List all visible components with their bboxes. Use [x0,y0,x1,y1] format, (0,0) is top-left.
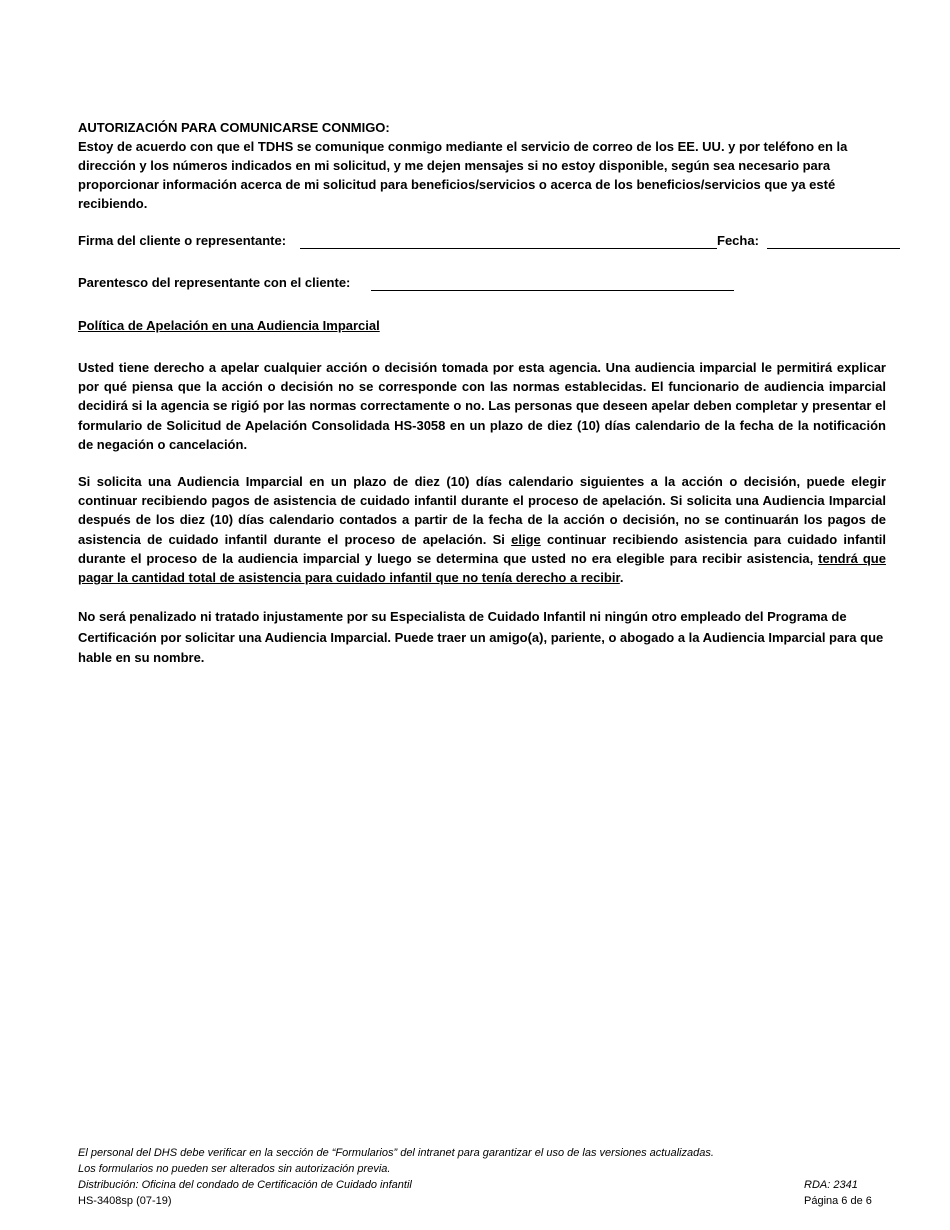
footer-form-number: HS-3408sp (07-19) [78,1195,172,1207]
date-label: Fecha: [717,233,759,248]
authorization-section [78,118,890,213]
paragraph-2-text-a: Si solicita una Audiencia Imparcial en un plazo de diez (10) días calendario siguientes a la acción o decisión, puede elegir continuar recibiendo pagos de asistencia de cuidado infantil durante el proceso de apelación. Si solicita una Audiencia Imparcial después de los diez (10) días calendario contados a partir de la fecha de la acción o decisión, no se continuarán los pagos de asistencia de cuidado infantil durante el proceso de apelación. Si [78,474,886,547]
paragraph-2-underline-elige: elige [511,531,541,547]
footer-line-3: Distribución: Oficina del condado de Certificación de Cuidado infantil [78,1179,412,1191]
relationship-row [78,275,350,290]
relationship-label: Parentesco del representante con el cliente: [78,275,351,290]
footer-row-form [78,1193,888,1209]
client-signature-field[interactable] [300,248,717,249]
policy-paragraph-3: No será penalizado ni tratado injustamente por su Especialista de Cuidado Infantil ni ningún otro empleado del Programa de Certificación por solicitar una Audiencia Imparcial. Puede traer un amigo(a), pariente, o abogado a la Audiencia Imparcial para que hable en su nombre. [78,609,884,665]
signature-row [78,233,286,248]
paragraph-2-underline-pay: tendrá que pagar la cantidad total de asistencia para cuidado infantil que no tenía derecho a recibir [78,550,886,586]
authorization-body: Estoy de acuerdo con que el TDHS se comunique conmigo mediante el servicio de correo de los EE. UU. y por teléfono en la dirección y los números indicados en mi solicitud, y me dejen mensajes si no estoy disponible, según sea necesario para proporcionar información acerca de mi solicitud para beneficios/servicios o acerca de los beneficios/servicios que ya esté recibiendo. [78,139,848,211]
authorization-heading: AUTORIZACIÓN PARA COMUNICARSE CONMIGO: [78,120,390,135]
footer-page-number: Página 6 de 6 [804,1195,872,1207]
relationship-field[interactable] [371,290,734,291]
client-signature-label: Firma del cliente o representante: [78,233,287,248]
footer [78,1145,888,1209]
policy-paragraph-2 [78,472,886,587]
footer-rda: RDA: 2341 [804,1179,858,1191]
footer-line-2: Los formularios no pueden ser alterados sin autorización previa. [78,1163,391,1175]
footer-row-distribution [78,1177,888,1193]
date-field[interactable] [767,248,900,249]
policy-paragraph-1: Usted tiene derecho a apelar cualquier acción o decisión tomada por esta agencia. Una audiencia imparcial le permitirá explicar por qué piensa que la acción o decisión no se corresponde con las normas establecidas. El funcionario de audiencia imparcial decidirá si la agencia se rigió por las normas correctamente o no. Las personas que deseen apelar deben completar y presentar el formulario de Solicitud de Apelación Consolidada HS-3058 en un plazo de diez (10) días calendario de la fecha de la notificación de negación o cancelación. [78,360,886,452]
footer-line-1: El personal del DHS debe verificar en la sección de “Formularios” del intranet para garantizar el uso de las versiones actualizadas. [78,1147,714,1159]
policy-title: Política de Apelación en una Audiencia Imparcial [78,318,380,333]
paragraph-2-end: . [619,570,624,586]
paragraph-2-text-b: continuar recibiendo asistencia para cuidado infantil durante el proceso de la audiencia imparcial y luego se determina que usted no era elegible para recibir asistencia, [78,531,886,566]
date-label-wrap [717,233,759,248]
